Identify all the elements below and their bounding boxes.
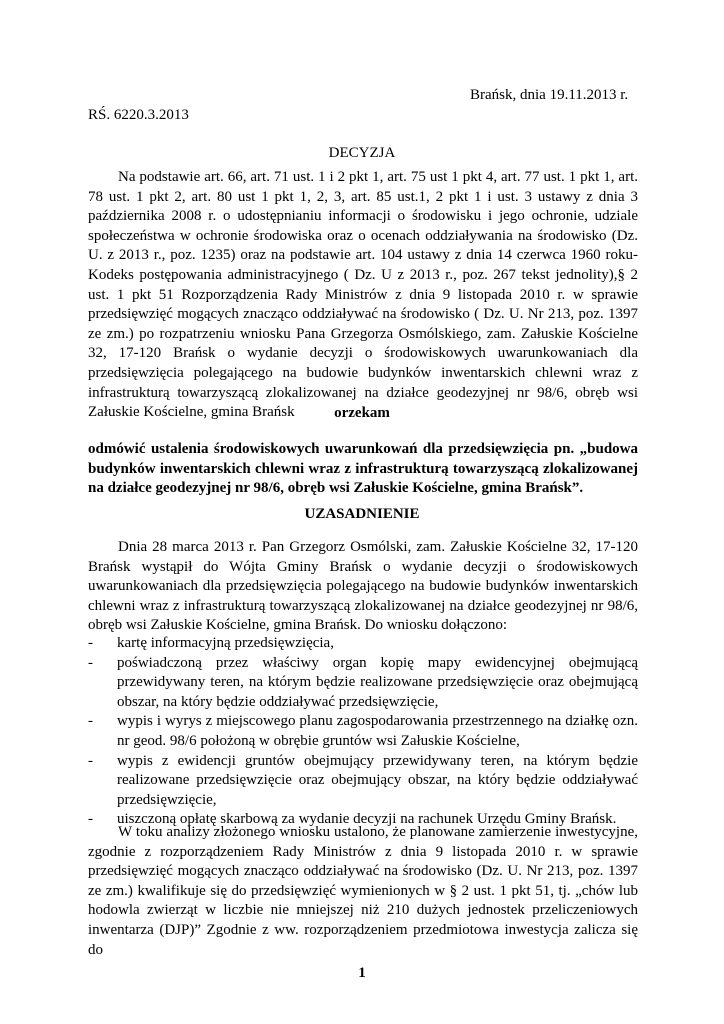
reference-number: RŚ. 6220.3.2013 — [88, 107, 189, 123]
document-title: DECYZJA — [328, 145, 396, 161]
list-item — [88, 654, 638, 713]
place-date: Brańsk, dnia 19.11.2013 r. — [470, 87, 629, 103]
list-marker: - — [88, 752, 93, 769]
analysis-paragraph: W toku analizy złożonego wniosku ustalono, że planowane zamierzenie inwestycyjne, zgodnie z rozporządzeniem Rady Ministrów z dnia 9 listopada 2010 r. w sprawie przedsięwzięć mogących znacząco oddziaływać na środowisko (Dz. U. Nr 213, poz. 1397 ze zm.) kwalifikuje się do przedsięwzięć wymienionych w § 2 ust. 1 pkt 51, tj. „chów lub hodowla zwierząt w liczbie nie mniejszej niż 210 dużych jednostek przeliczeniowych inwentarza (DJP)” Zgodnie z ww. rozporządzeniem przedmiotowa inwestycja zalicza się do — [88, 824, 638, 958]
legal-basis-paragraph: Na podstawie art. 66, art. 71 ust. 1 i 2 pkt 1, art. 75 ust 1 pkt 4, art. 77 ust. 1 pkt 1, art. 78 ust. 1 pkt 2, art. 80 ust 1 pkt 1, 2, 3, art. 85 ust.1, 2 pkt 1 i ust. 3 ustawy z dnia 3 października 2008 r. o udostępnianiu informacji o środowisku i jego ochronie, udziale społeczeństwa w ochronie środowiska oraz o ocenach oddziaływania na środowisko (Dz. U. z 2013 r., poz. 1235) oraz na podstawie art. 104 ustawy z dnia 14 czerwca 1960 roku- Kodeks postępowania administracyjnego ( Dz. U z 2013 r., poz. 267 tekst jednolity),§ 2 ust. 1 pkt 51 Rozporządzenia Rady Ministrów z dnia 9 listopada 2010 r. w sprawie przedsięwzięć mogących znacząco oddziaływać na środowisko ( Dz. U. Nr 213, poz. 1397 ze zm.) po rozpatrzeniu wniosku Pana Grzegorza Osmólskiego, zam. Załuskie Kościelne 32, 17-120 Brańsk o wydanie decyzji o środowiskowych uwarunkowaniach dla przedsięwzięcia polegającego na budowie budynków inwentarskich chlewni wraz z infrastrukturą towarzyszącą zlokalizowanej na działce geodezyjnej nr 98/6, obręb wsi Załuskie Kościelne, gmina Brańsk — [88, 169, 638, 421]
ruling-text: odmówić ustalenia środowiskowych uwarunkowań dla przedsięwzięcia pn. „budowa budynków inwentarskich chlewni wraz z infrastrukturą towarzyszącą zlokalizowanej na działce geodezyjnej nr 98/6, obręb wsi Załuskie Kościelne, gmina Brańsk”. — [88, 441, 638, 497]
list-marker: - — [88, 713, 93, 730]
justification-heading: UZASADNIENIE — [304, 506, 420, 522]
ruling-heading: orzekam — [334, 405, 390, 421]
list-item-text: wypis i wyrys z miejscowego planu zagospodarowania przestrzennego na działkę ozn. nr geod. 98/6 położoną w obrębie gruntów wsi Załuskie Kościelne, — [117, 713, 638, 749]
list-item-text: kartę informacyjną przedsięwzięcia, — [117, 635, 334, 651]
list-marker: - — [88, 811, 93, 828]
justification-intro: Dnia 28 marca 2013 r. Pan Grzegorz Osmólski, zam. Załuskie Kościelne 32, 17-120 Brańsk wystąpił do Wójta Gminy Brańsk o wydanie decyzji o środowiskowych uwarunkowaniach dla przedsięwzięcia polegającego na budowie budynków inwentarskich chlewni wraz z infrastrukturą towarzyszącą zlokalizowanej na działce geodezyjnej nr 98/6, obręb wsi Załuskie Kościelne, gmina Brańsk. Do wniosku dołączono: — [88, 539, 638, 634]
list-item — [88, 752, 638, 811]
list-marker: - — [88, 635, 93, 651]
list-item — [88, 634, 638, 654]
page-number: 1 — [358, 965, 366, 981]
list-marker: - — [88, 654, 93, 671]
list-item-text: uiszczoną opłatę skarbową za wydanie decyzji na rachunek Urzędu Gminy Brańsk. — [117, 811, 617, 828]
attachments-list — [88, 634, 638, 830]
list-item-text: wypis z ewidencji gruntów obejmujący przewidywany teren, na którym będzie realizowane przedsięwzięcie oraz obejmujący obszar, na który będzie oddziaływać przedsięwzięcie, — [117, 752, 638, 808]
list-item-text: poświadczoną przez właściwy organ kopię mapy ewidencyjnej obejmującą przewidywany teren, na którym będzie realizowane przedsięwzięcie oraz obejmującą obszar, na który będzie oddziaływać przedsięwzięcie, — [117, 654, 638, 710]
list-item — [88, 712, 638, 751]
